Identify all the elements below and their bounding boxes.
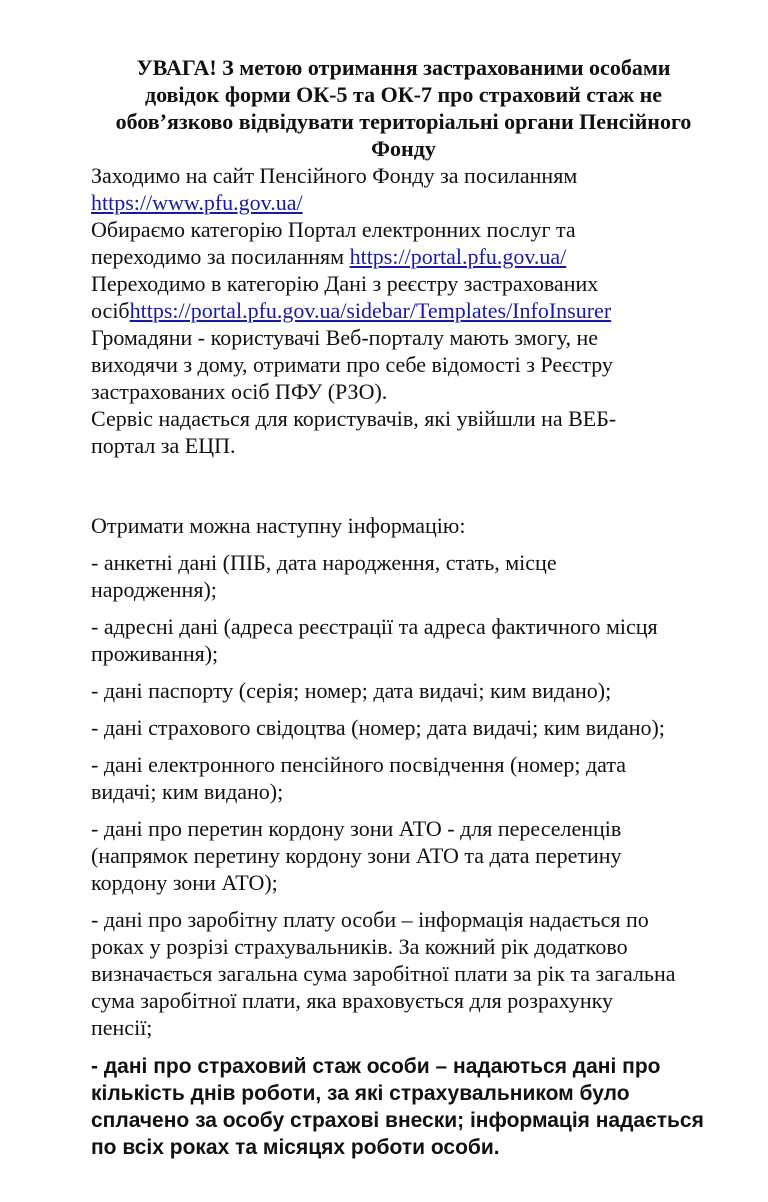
portal-link[interactable]: https://portal.pfu.gov.ua/ (349, 244, 567, 269)
step2-text-cont: переходимо за посиланням (91, 244, 350, 269)
list-item-line: роках у розрізі страхувальників. За кожний рік додатково (91, 934, 628, 959)
list-item-line: - дані паспорту (серія; номер; дата видачі; ким видано); (91, 678, 612, 703)
info-insurer-link[interactable]: https://portal.pfu.gov.ua/sidebar/Templates/InfoInsurer (129, 298, 612, 323)
list-item (91, 613, 708, 667)
step3-text-cont: осіб (91, 298, 130, 323)
step3-text: Переходимо в категорію Дані з реєстру застрахованих (91, 271, 599, 296)
list-item-line: - дані страхового свідоцтва (номер; дата видачі; ким видано); (91, 715, 665, 740)
list-item-line: по всіх роках та місяцях роботи особи. (91, 1136, 500, 1159)
description-line: виходячи з дому, отримати про себе відомості з Реєстру (91, 352, 613, 377)
info-list (91, 549, 708, 1161)
heading-line: Фонду (371, 136, 436, 161)
list-item-line: - дані про заробітну плату особи – інформація надається по (91, 907, 649, 932)
list-item-line: народження); (91, 577, 217, 602)
list-item (91, 677, 708, 704)
list-item-line: сума заробітної плати, яка враховується для розрахунку (91, 988, 614, 1013)
description-line: Громадяни - користувачі Веб-порталу мають змогу, не (91, 325, 598, 350)
list-item-line: - дані про страховий стаж особи – надаються дані про (91, 1055, 661, 1078)
list-item (91, 714, 708, 741)
description-line: застрахованих осіб ПФУ (РЗО). (91, 379, 388, 404)
list-item-line: кордону зони АТО); (91, 870, 278, 895)
service-line: портал за ЕЦП. (91, 433, 236, 458)
list-item (91, 549, 708, 603)
list-item-line: видачі; ким видано); (91, 779, 284, 804)
instructions (91, 162, 708, 459)
heading-line: довідок форми ОК-5 та ОК-7 про страховий стаж не (144, 82, 663, 107)
list-item-line: - адресні дані (адреса реєстрації та адреса фактичного місця (91, 614, 658, 639)
step1-text: Заходимо на сайт Пенсійного Фонду за посиланням (91, 163, 578, 188)
list-item-line: проживання); (91, 641, 219, 666)
blank-line (91, 459, 708, 486)
info-list-title: Отримати можна наступну інформацію: (91, 513, 466, 538)
heading-line: УВАГА! З метою отримання застрахованими особами (136, 55, 671, 80)
list-item-line: (напрямок перетину кордону зони АТО та дата перетину (91, 843, 622, 868)
notice-heading (91, 54, 708, 162)
list-item-line: - дані електронного пенсійного посвідчення (номер; дата (91, 752, 626, 777)
list-item (91, 751, 708, 805)
step2-text: Обираємо категорію Портал електронних послуг та (91, 217, 576, 242)
service-line: Сервіс надається для користувачів, які увійшли на ВЕБ- (91, 406, 617, 431)
heading-line: обов’язково відвідувати територіальні органи Пенсійного (115, 109, 692, 134)
pfu-site-link[interactable]: https://www.pfu.gov.ua/ (91, 190, 303, 215)
list-item-line: сплачено за особу страхові внески; інформація надається (91, 1109, 704, 1132)
list-item-insurance-record (91, 1053, 708, 1161)
list-item (91, 906, 708, 1041)
list-item-line: пенсії; (91, 1015, 153, 1040)
list-item-line: - дані про перетин кордону зони АТО - для переселенців (91, 816, 622, 841)
list-item-line: кількість днів роботи, за які страхувальником було (91, 1082, 630, 1105)
list-item (91, 815, 708, 896)
list-item-line: - анкетні дані (ПІБ, дата народження, стать, місце (91, 550, 557, 575)
list-item-line: визначається загальна сума заробітної плати за рік та загальна (91, 961, 676, 986)
